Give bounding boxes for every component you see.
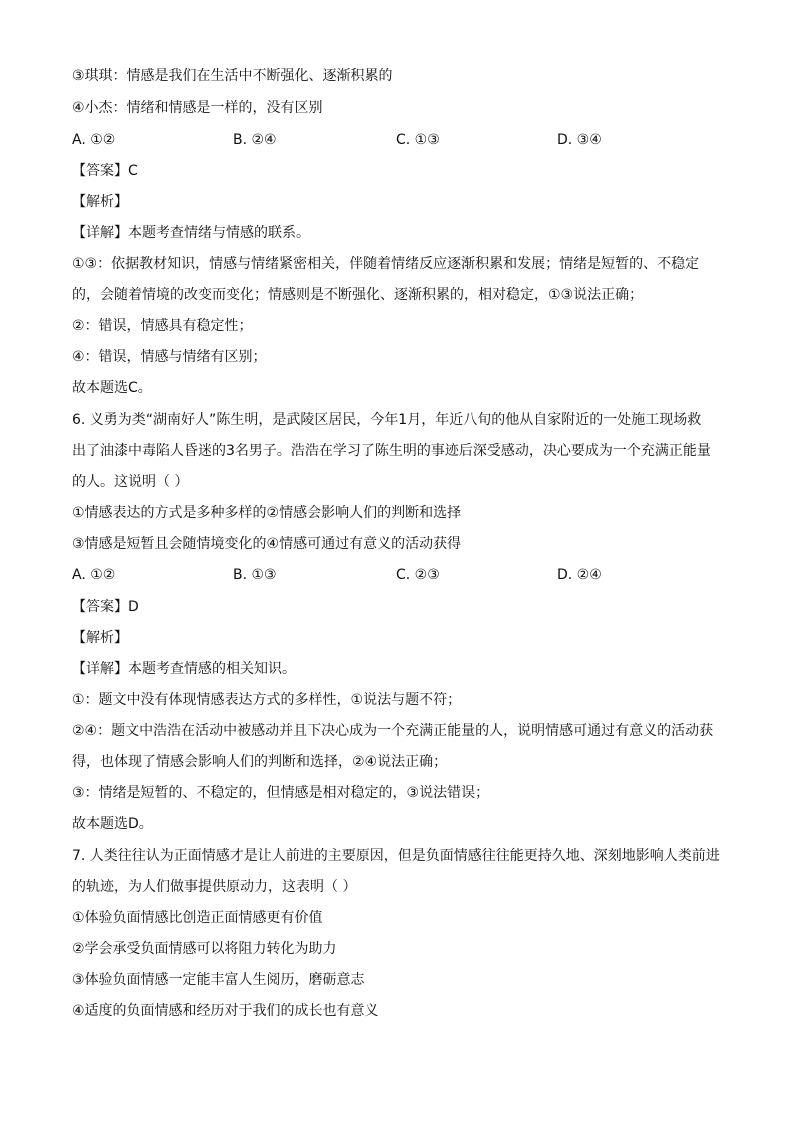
q7-question-line-2: 的轨迹，为人们做事提供原动力，这表明（ ） (72, 879, 357, 895)
q6-explanation-line-3: 得，也体现了情感会影响人们的判断和选择，②④说法正确； (72, 754, 448, 770)
q5-analysis-heading: 【解析】 (72, 194, 128, 210)
q5-explanation-line-2: 的，会随着情境的改变而变化；情感则是不断强化、逐渐积累的，相对稳定，①③说法正确； (72, 287, 644, 303)
q5-conclusion: 故本题选C。 (72, 380, 152, 396)
q7-statement-4: ④适度的负面情感和经历对于我们的成长也有意义 (72, 1003, 379, 1019)
q5-explanation-line-1: ①③：依据教材知识，情感与情绪紧密相关，伴随着情绪反应逐渐积累和发展；情绪是短暂的、不稳定 (72, 256, 700, 272)
q6-question-line-2: 出了油漆中毒陷人昏迷的3名男子。浩浩在学习了陈生明的事迹后深受感动，决心要成为一个充满正能量 (72, 443, 711, 459)
q5-statement-4: ④小杰：情绪和情感是一样的，没有区别 (72, 100, 323, 116)
q6-question-line-1: 6. 义勇为类“湖南好人”陈生明，是武陵区居民，今年1月，年近八旬的他从自家附近的一处施工现场救 (72, 412, 702, 428)
q7-question-line-1: 7. 人类往往认为正面情感才是让人前进的主要原因，但是负面情感往往能更持久地、深刻地影响人类前进 (72, 848, 720, 864)
q6-answer: 【答案】D (72, 599, 139, 615)
q6-option-a: A. ①② (72, 567, 116, 583)
q6-detail: 【详解】本题考查情感的相关知识。 (72, 661, 296, 677)
q6-option-c: C. ②③ (396, 567, 440, 583)
q5-statement-3: ③琪琪：情感是我们在生活中不断强化、逐渐积累的 (72, 68, 393, 84)
q6-statements-line-1: ①情感表达的方式是多种多样的②情感会影响人们的判断和选择 (72, 505, 462, 521)
q7-statement-1: ①体验负面情感比创造正面情感更有价值 (72, 910, 323, 926)
q5-option-b: B. ②④ (233, 132, 277, 148)
q7-statement-3: ③体验负面情感一定能丰富人生阅历，磨砺意志 (72, 972, 365, 988)
q6-option-d: D. ②④ (557, 567, 602, 583)
q6-explanation-line-1: ①：题文中没有体现情感表达方式的多样性，①说法与题不符； (72, 692, 462, 708)
q6-explanation-line-4: ③：情绪是短暂的、不稳定的，但情感是相对稳定的，③说法错误； (72, 785, 490, 801)
q5-option-d: D. ③④ (557, 132, 602, 148)
q7-statement-2: ②学会承受负面情感可以将阻力转化为助力 (72, 941, 337, 957)
q5-explanation-line-4: ④：错误，情感与情绪有区别； (72, 349, 267, 365)
q6-statements-line-2: ③情感是短暂且会随情境变化的④情感可通过有意义的活动获得 (72, 536, 462, 552)
q5-explanation-line-3: ②：错误，情感具有稳定性； (72, 318, 253, 334)
q5-detail: 【详解】本题考查情绪与情感的联系。 (72, 225, 310, 241)
q6-option-b: B. ①③ (233, 567, 277, 583)
q5-answer: 【答案】C (72, 163, 138, 179)
q6-analysis-heading: 【解析】 (72, 630, 128, 646)
q6-explanation-line-2: ②④：题文中浩浩在活动中被感动并且下决心成为一个充满正能量的人，说明情感可通过有意义的活动获 (72, 723, 714, 739)
q6-conclusion: 故本题选D。 (72, 816, 153, 832)
q6-question-line-3: 的人。这说明（ ） (72, 474, 189, 490)
q5-option-c: C. ①③ (396, 132, 440, 148)
q5-option-a: A. ①② (72, 132, 116, 148)
